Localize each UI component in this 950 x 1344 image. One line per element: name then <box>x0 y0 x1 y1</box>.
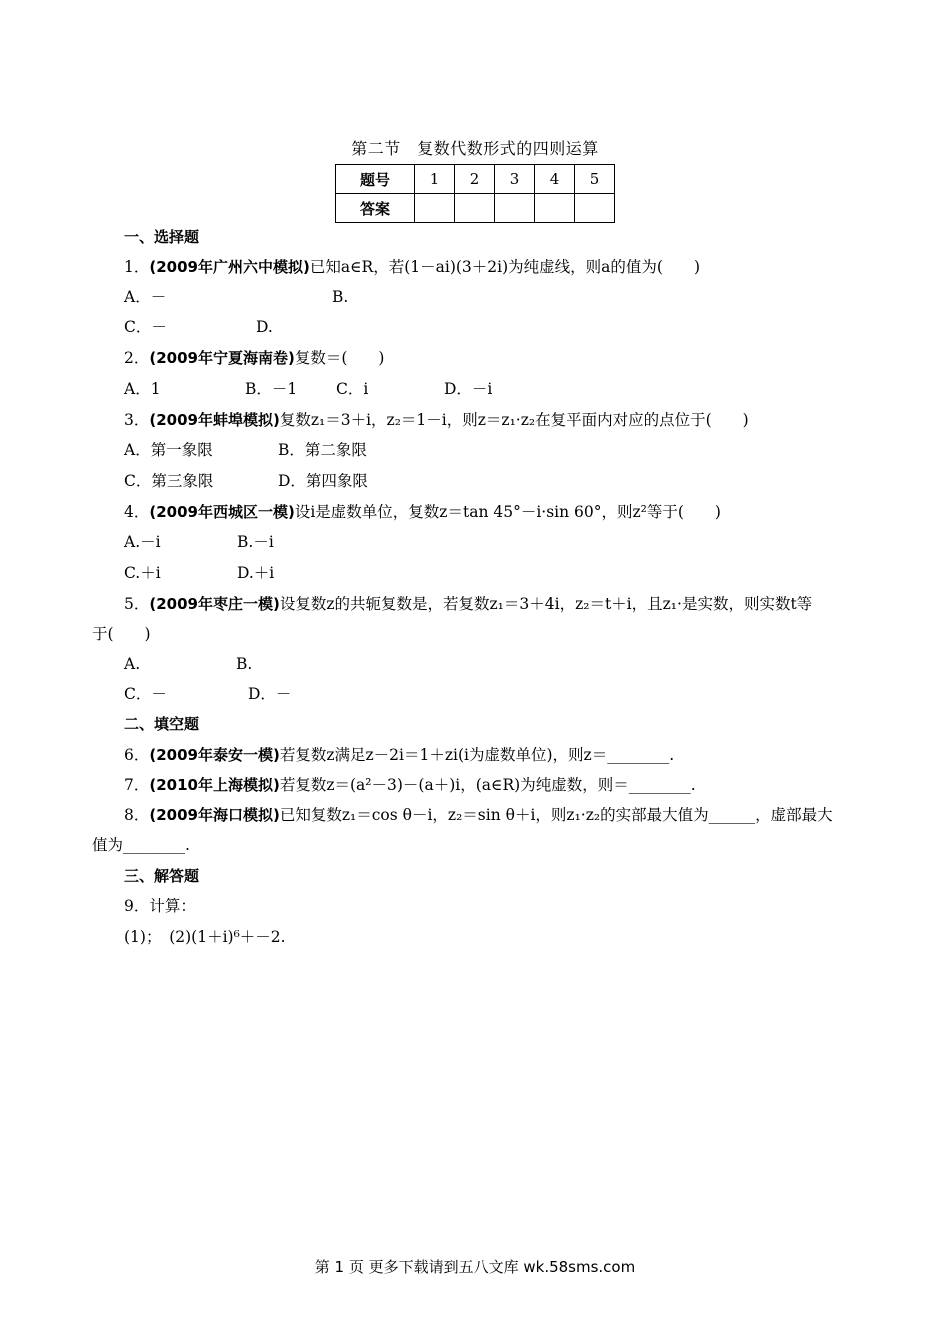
question-number: 2． <box>124 349 150 367</box>
options-row <box>124 684 291 704</box>
question-number: 9． <box>124 897 150 915</box>
table-cell-number: 2 <box>455 165 495 194</box>
answer-cell <box>575 194 615 223</box>
question-1 <box>124 257 700 277</box>
question-source: (2010年上海模拟) <box>149 776 280 794</box>
option-c: C．－ <box>124 318 167 336</box>
question-number: 3． <box>124 411 150 429</box>
question-7 <box>124 775 696 795</box>
options-row <box>124 287 348 307</box>
section-heading-solve: 三、解答题 <box>124 867 200 885</box>
option-c: C．第三象限 <box>124 472 214 490</box>
question-source: (2009年西城区一模) <box>149 503 295 521</box>
question-8 <box>124 805 833 825</box>
option-b: B. <box>332 288 349 306</box>
option-c: C．－ <box>124 685 167 703</box>
question-text: 设复数z的共轭复数是，若复数z₁＝3＋4i，z₂＝t＋i，且z₁·是实数，则实数t等 <box>279 595 813 613</box>
option-d: D.＋i <box>237 564 275 582</box>
answer-cell <box>535 194 575 223</box>
option-d: D．第四象限 <box>278 472 368 490</box>
question-3 <box>124 410 749 430</box>
question-text: 已知复数z₁＝cos θ－i，z₂＝sin θ＋i，则z₁·z₂的实部最大值为______，虚部最大 <box>279 806 833 824</box>
options-row <box>124 317 273 337</box>
question-6 <box>124 745 674 765</box>
question-5-continued: 于( ) <box>92 625 151 643</box>
question-8-continued: 值为________. <box>92 836 190 854</box>
question-text: 已知a∈R，若(1－ai)(3＋2i)为纯虚线，则a的值为( ) <box>309 258 700 276</box>
answer-table <box>335 164 615 223</box>
option-c: C.＋i <box>124 564 161 582</box>
question-number: 4． <box>124 503 150 521</box>
table-header-answer: 答案 <box>336 194 415 223</box>
question-text: 复数＝( ) <box>294 349 385 367</box>
page-footer: 第 1 页 更多下载请到五八文库 wk.58sms.com <box>314 1258 636 1276</box>
question-text: 若复数z＝(a²－3)－(a＋)i，(a∈R)为纯虚数，则＝________. <box>279 776 696 794</box>
question-4 <box>124 502 721 522</box>
question-number: 5． <box>124 595 150 613</box>
answer-cell <box>415 194 455 223</box>
question-number: 1． <box>124 258 150 276</box>
section-heading-choice: 一、选择题 <box>124 228 200 246</box>
table-cell-number: 5 <box>575 165 615 194</box>
option-a: A．1 <box>124 380 161 398</box>
option-a: A．－ <box>124 288 167 306</box>
question-source: (2009年海口模拟) <box>149 806 280 824</box>
question-source: (2009年广州六中模拟) <box>149 258 310 276</box>
answer-cell <box>455 194 495 223</box>
table-row <box>336 194 615 223</box>
question-text: 设i是虚数单位，复数z＝tan 45°－i·sin 60°，则z²等于( ) <box>294 503 721 521</box>
option-a: A. <box>124 655 141 673</box>
options-row <box>124 654 252 674</box>
question-text: 计算： <box>149 897 196 915</box>
table-cell-number: 3 <box>495 165 535 194</box>
option-b: B. <box>236 655 253 673</box>
question-text: 若复数z满足z－2i＝1＋zi(i为虚数单位)，则z＝________. <box>279 746 675 764</box>
question-number: 8． <box>124 806 150 824</box>
question-2 <box>124 348 384 368</box>
options-row <box>124 440 367 460</box>
question-5 <box>124 594 812 614</box>
table-header-number: 题号 <box>336 165 415 194</box>
question-source: (2009年宁夏海南卷) <box>149 349 295 367</box>
question-9-parts: (1)； (2)(1＋i)⁶＋－2. <box>124 928 286 946</box>
table-cell-number: 1 <box>415 165 455 194</box>
option-d: D. <box>256 318 273 336</box>
page-title: 第二节 复数代数形式的四则运算 <box>351 139 599 158</box>
question-source: (2009年蚌埠模拟) <box>149 411 280 429</box>
option-c: C．i <box>336 380 369 398</box>
question-number: 6． <box>124 746 150 764</box>
section-heading-fill: 二、填空题 <box>124 715 200 733</box>
option-a: A．第一象限 <box>124 441 213 459</box>
options-row <box>124 379 492 399</box>
question-source: (2009年泰安一模) <box>149 746 280 764</box>
table-cell-number: 4 <box>535 165 575 194</box>
options-row <box>124 532 274 552</box>
option-b: B．第二象限 <box>278 441 367 459</box>
table-row <box>336 165 615 194</box>
option-b: B．－1 <box>245 380 298 398</box>
question-source: (2009年枣庄一模) <box>149 595 280 613</box>
options-row <box>124 471 368 491</box>
options-row <box>124 563 274 583</box>
option-b: B.－i <box>237 533 274 551</box>
option-a: A.－i <box>124 533 161 551</box>
answer-cell <box>495 194 535 223</box>
option-d: D．－ <box>248 685 292 703</box>
question-9 <box>124 896 196 916</box>
option-d: D．－i <box>444 380 493 398</box>
question-number: 7． <box>124 776 150 794</box>
question-text: 复数z₁＝3＋i，z₂＝1－i，则z＝z₁·z₂在复平面内对应的点位于( ) <box>279 411 749 429</box>
